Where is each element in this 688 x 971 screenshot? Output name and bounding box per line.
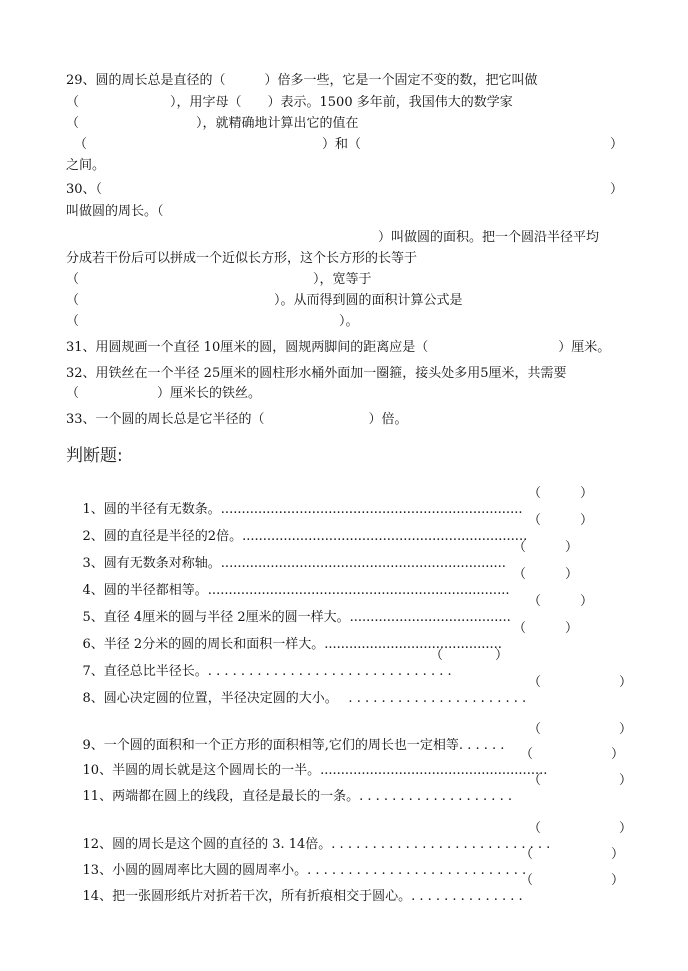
answer-bracket[interactable]: （ ） bbox=[528, 675, 633, 690]
answer-bracket[interactable]: （ ） bbox=[520, 873, 625, 888]
answer-bracket[interactable]: （ ） bbox=[528, 513, 594, 528]
q30-number: 30、（ bbox=[66, 182, 103, 197]
answer-bracket[interactable]: （ ） bbox=[513, 567, 579, 582]
judgment-title: 判断题: bbox=[66, 446, 123, 466]
q30-line-4: 分成若干份后可以拼成一个近似长方形，这个长方形的长等于 bbox=[66, 251, 418, 266]
judgment-item-text: 10、半圆的周长就是这个圆周长的一半。....................................................... bbox=[82, 763, 548, 778]
judgment-item-text: 6、半径 2分米的圆的周长和面积一样大。........................................... bbox=[82, 637, 502, 652]
judgment-item-text: 12、圆的周长是这个圆的直径的 3. 14倍。. . . . . . . . . . . . . . . . . . . . . . . . . . . bbox=[82, 837, 551, 852]
judgment-item-text: 11、两端都在圆上的线段，直径是最长的一条。. . . . . . . . . . . . . . . . . . . bbox=[82, 789, 512, 804]
judgment-item-text: 7、直径总比半径长。. . . . . . . . . . . . . . . . . . . . . . . . . . . . . . bbox=[82, 664, 452, 679]
answer-bracket[interactable]: （ ） bbox=[520, 847, 625, 862]
blank-and: ）和（ bbox=[322, 137, 362, 152]
q32-line-1: 32、用铁丝在一个半径 25厘米的圆柱形水桶外面加一圈箍，接头处多用5厘米，共需要 bbox=[66, 366, 567, 381]
judgment-item-text: 8、圆心决定圆的位置，半径决定圆的大小。 . . . . . . . . . . . . . . . . . . . . . . bbox=[82, 691, 527, 706]
judgment-item-14 bbox=[66, 873, 523, 921]
q30-line-7: （ ）。 bbox=[66, 314, 359, 329]
q29-line-1: 29、圆的周长总是直径的（ ）倍多一些，它是一个固定不变的数，把它叫做 bbox=[66, 73, 538, 88]
answer-bracket[interactable]: （ ） bbox=[528, 722, 633, 737]
judgment-item-text: 14、把一张圆形纸片对折若干次，所有折痕相交于圆心。. . . . . . . . . . . . . . bbox=[82, 889, 523, 904]
answer-bracket[interactable]: （ ） bbox=[528, 821, 633, 836]
blank-open: （ bbox=[74, 137, 88, 152]
q29-line-5: 之间。 bbox=[66, 158, 106, 173]
blank-close: ） bbox=[610, 182, 624, 197]
judgment-item-8 bbox=[66, 675, 526, 723]
judgment-item-11 bbox=[66, 773, 512, 821]
q29-line-3: （ ），就精确地计算出它的值在 bbox=[66, 116, 359, 131]
q29-line-2: （ ），用字母（ ）表示。1500 多年前，我国伟大的数学家 bbox=[66, 95, 513, 110]
q30-line-3: ）叫做圆的面积。把一个圆沿半径平均 bbox=[378, 230, 600, 245]
judgment-item-text: 4、圆的半径都相等。......................................................................... bbox=[82, 583, 510, 598]
q30-line-2: 叫做圆的周长。（ bbox=[66, 204, 164, 219]
judgment-item-text: 3、圆有无数条对称轴。..................................................................... bbox=[82, 556, 506, 571]
q32-line-2: （ ）厘米长的铁丝。 bbox=[66, 386, 262, 401]
q30-line-6: （ ）。从而得到圆的面积计算公式是 bbox=[66, 293, 463, 308]
answer-bracket[interactable]: （ ） bbox=[520, 747, 625, 762]
q30-line-5: （ ），宽等于 bbox=[66, 272, 372, 287]
judgment-item-text: 2、圆的直径是半径的2倍。..................................................................... bbox=[82, 529, 528, 544]
judgment-item-text: 5、直径 4厘米的圆与半径 2厘米的圆一样大。....................................... bbox=[82, 610, 511, 625]
judgment-item-text: 9、一个圆的面积和一个正方形的面积相等,它们的周长也一定相等. . . . . . bbox=[82, 738, 505, 753]
q31-line: 31、用圆规画一个直径 10厘米的圆，圆规两脚间的距离应是（ ）厘米。 bbox=[66, 340, 611, 355]
q33-line: 33、一个圆的周长总是它半径的（ ）倍。 bbox=[66, 412, 408, 427]
answer-bracket[interactable]: （ ） bbox=[430, 648, 509, 663]
answer-bracket[interactable]: （ ） bbox=[513, 540, 579, 555]
judgment-item-text: 1、圆的半径有无数条。......................................................................... bbox=[82, 502, 523, 517]
answer-bracket[interactable]: （ ） bbox=[513, 621, 579, 636]
blank-close: ） bbox=[610, 137, 624, 152]
answer-bracket[interactable]: （ ） bbox=[528, 773, 633, 788]
judgment-item-text: 13、小圆的圆周率比大圆的圆周率小。. . . . . . . . . . . . . . . . . . . . . . . . . . . bbox=[82, 863, 527, 878]
answer-bracket[interactable]: （ ） bbox=[528, 594, 594, 609]
answer-bracket[interactable]: （ ） bbox=[528, 486, 594, 501]
